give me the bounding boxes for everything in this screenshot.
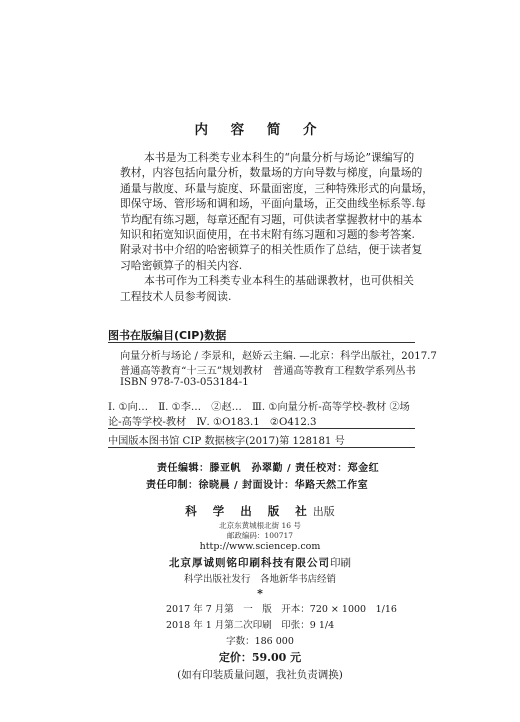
cip-bottom-rule (108, 447, 415, 448)
page-title: 内 容 简 介 (194, 122, 326, 138)
distribution-line: 科学出版社发行 各地新华书店经销 (183, 574, 336, 585)
cip-line: 普通高等教育“十三五”规划教材 普通高等教育工程数学系列丛书 (120, 366, 416, 377)
cip-line: ISBN 978-7-03-053184-1 (120, 377, 249, 388)
intro-line: 工程技术人员参考阅读. (120, 290, 232, 303)
cip-classification: 论-高等学校-教材 Ⅳ. ①O183.1 ②O412.3 (108, 417, 317, 428)
price: 定价：59.00 元 (218, 651, 302, 664)
intro-line: 教材，内容包括向量分析，数量场的方向导数与梯度，向量场的 (120, 166, 423, 179)
publisher-address: 北京东黄城根北街 16 号 (219, 521, 301, 530)
cip-record-number: 中国版本图书馆 CIP 数据核字(2017)第 128181 号 (108, 436, 345, 447)
intro-line: 即保守场、管形场和调和场，平面向量场，正交曲线坐标系等.每 (120, 197, 426, 210)
intro-line: 习哈密顿算子的相关内容. (120, 259, 243, 272)
cip-top-rule (108, 342, 415, 343)
intro-line: 节均配有练习题，每章还配有习题，可供读者掌握教材中的基本 (120, 213, 423, 226)
intro-line: 本书是为工科类专业本科生的“向量分析与场论”课编写的 (144, 151, 415, 164)
cip-mid-rule (108, 428, 415, 429)
cip-heading: 图书在版编目(CIP)数据 (108, 329, 227, 342)
cip-classification: Ⅰ. ①向… Ⅱ. ①李… ②赵… Ⅲ. ①向量分析-高等学校-教材 ②场 (108, 402, 410, 413)
edition-line: 2017 年 7 月第 一 版 开本：720 × 1000 1/16 (166, 604, 397, 615)
intro-line: 本书可作为工科类专业本科生的基础课教材，也可供相关 (144, 274, 414, 287)
intro-line: 通量与散度、环量与旋度、环量面密度，三种特殊形式的向量场， (120, 182, 434, 195)
credits-editors: 责任编辑：滕亚帆 孙翠勤 / 责任校对：郑金红 (157, 463, 380, 474)
publisher-url: http://www.sciencep.com (199, 541, 321, 552)
intro-line: 附录对书中介绍的哈密顿算子的相关性质作了总结，便于读者复 (120, 243, 423, 256)
credits-production: 责任印制：徐晓晨 / 封面设计：华路天然工作室 (146, 480, 369, 491)
publisher-postcode: 邮政编码：100717 (226, 531, 294, 540)
intro-line: 知识和拓宽知识面使用，在书末附有练习题和习题的参考答案. (120, 228, 415, 241)
word-count: 字数：186 000 (226, 636, 294, 647)
quality-notice: (如有印装质量问题，我社负责调换) (177, 669, 343, 681)
cip-line: 向量分析与场论 / 李景和，赵娇云主编. —北京：科学出版社，2017.7 (120, 351, 437, 362)
printing-line: 2018 年 1 月第二次印刷 印张：9 1/4 (166, 620, 335, 631)
separator-asterisk: * (257, 587, 263, 600)
printer-name: 北京厚诚则铭印刷科技有限公司印刷 (169, 557, 351, 569)
publisher-name: 科 学 出 版 社出版 (185, 504, 335, 518)
